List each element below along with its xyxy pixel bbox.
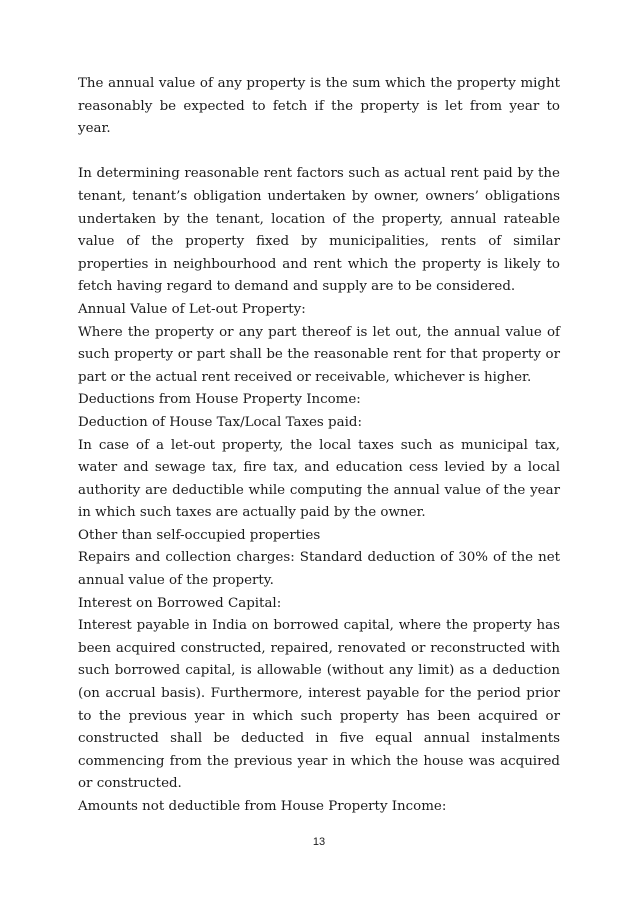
paragraph-let-out-property: Where the property or any part thereof is let out, the annual value of such property or part shall be the reasonable rent for that property or part or the actual rent received or receivable, whichever is higher. bbox=[78, 324, 560, 385]
paragraph-annual-value-definition: The annual value of any property is the sum which the property might reasonably be expected to fetch if the property is let from year to year. bbox=[78, 76, 560, 137]
page-number: 13 bbox=[312, 836, 326, 848]
heading-interest-borrowed-capital: Interest on Borrowed Capital: bbox=[78, 595, 282, 611]
heading-house-tax: Deduction of House Tax/Local Taxes paid: bbox=[78, 414, 362, 430]
heading-deductions: Deductions from House Property Income: bbox=[78, 392, 361, 408]
paragraph-repairs-collection: Repairs and collection charges: Standard deduction of 30% of the net annual value of the property. bbox=[78, 550, 560, 589]
heading-other-than-self-occupied: Other than self-occupied properties bbox=[78, 527, 321, 543]
paragraph-house-tax: In case of a let-out property, the local taxes such as municipal tax, water and sewage tax, fire tax, and education cess levied by a local authority are deductible while computing the annual value of the year in which such taxes are actually paid by the owner. bbox=[78, 437, 560, 521]
paragraph-interest-borrowed-capital: Interest payable in India on borrowed capital, where the property has been acquired constructed, repaired, renovated or reconstructed with such borrowed capital, is allowable (without any limit) as a deduction (on accrual basis). Furthermore, interest payable for the period prior to the previous year in which such property has been acquired or constructed shall be deducted in five equal annual instalments commencing from the previous year in which the house was acquired or constructed. bbox=[78, 618, 560, 792]
paragraph-reasonable-rent: In determining reasonable rent factors such as actual rent paid by the tenant, tenant’s obligation undertaken by owner, owners’ obligations undertaken by the tenant, location of the property, annual rateable value of the property fixed by municipalities, rents of similar properties in neighbourhood and rent which the property is likely to fetch having regard to demand and supply are to be considered. bbox=[78, 166, 560, 295]
heading-let-out-property: Annual Value of Let-out Property: bbox=[78, 301, 306, 317]
heading-amounts-not-deductible: Amounts not deductible from House Property Income: bbox=[78, 799, 447, 814]
document-body bbox=[78, 73, 560, 819]
